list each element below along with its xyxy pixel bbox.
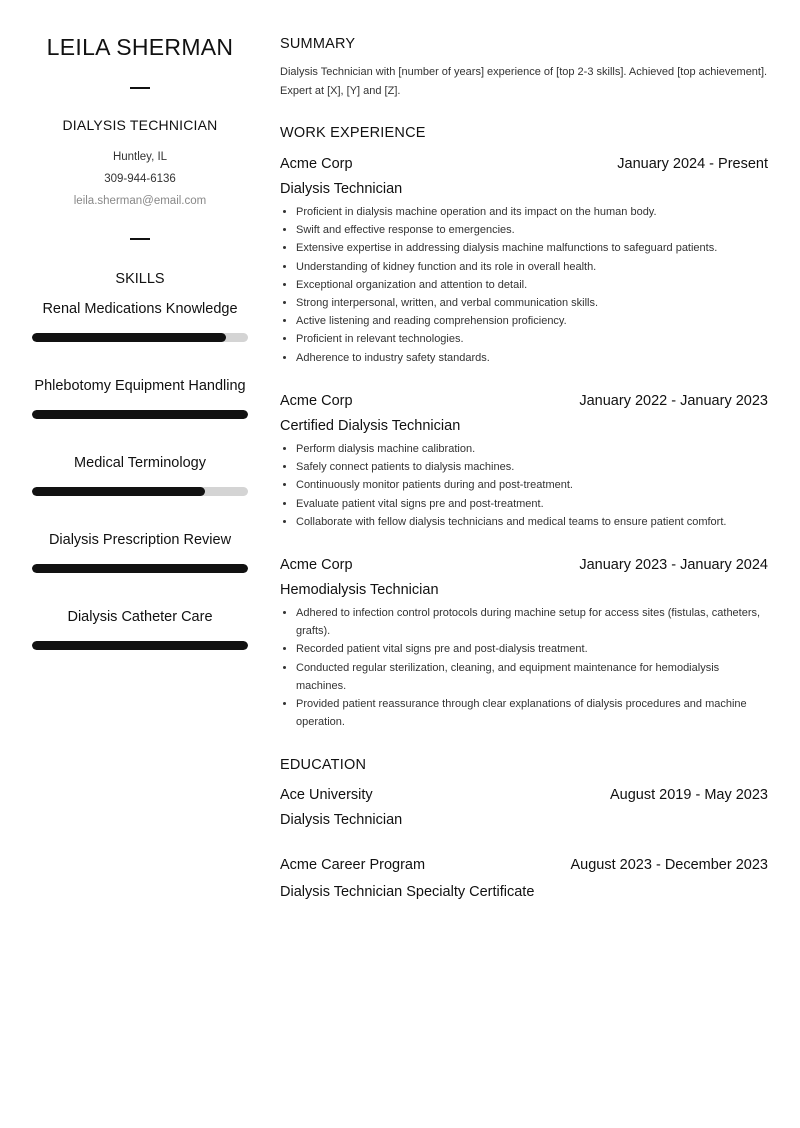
education-heading: EDUCATION [280,757,367,773]
job-header [280,557,768,577]
list-item: • Understanding of kidney function and its role in overall health. [296,258,768,276]
job-bullets [296,440,768,531]
list-item: • Evaluate patient vital signs pre and post-treatment. [296,495,768,513]
education-school: Acme Career Program [280,857,426,873]
skill-bar [32,641,248,650]
job-bullets [296,203,768,367]
job-role: Certified Dialysis Technician [280,418,461,434]
candidate-name: LEILA SHERMAN [46,34,234,60]
list-item: • Provided patient reassurance through clear explanations of dialysis procedures and machine operation. [296,695,768,731]
job-title: DIALYSIS TECHNICIAN [62,117,218,133]
job-dates: January 2024 - Present [617,156,768,172]
list-item: • Proficient in dialysis machine operation and its impact on the human body. [296,203,768,221]
job-role: Hemodialysis Technician [280,582,439,598]
skill-bar-fill [32,564,248,573]
skill-name: Medical Terminology [74,455,206,471]
job-company: Acme Corp [280,393,353,409]
skill-name: Renal Medications Knowledge [42,301,238,317]
summary-text: Dialysis Technician with [number of years] experience of [top 2-3 skills]. Achieved [top achievement]. Expert at [X], [Y] and [Z]. [280,66,768,97]
list-item: • Adhered to infection control protocols during machine setup for access sites (fistulas, catheters, grafts). [296,604,768,640]
list-item: • Proficient in relevant technologies. [296,330,768,348]
list-item: • Extensive expertise in addressing dialysis machine malfunctions to safeguard patients. [296,239,768,257]
job-role: Dialysis Technician [280,181,403,197]
experience-heading: WORK EXPERIENCE [280,125,426,141]
skill-bar [32,487,248,496]
list-item: • Conducted regular sterilization, cleaning, and equipment maintenance for hemodialysis machines. [296,659,768,695]
job-header [280,156,768,176]
list-item: • Recorded patient vital signs pre and post-dialysis treatment. [296,640,768,658]
summary-heading: SUMMARY [280,36,356,52]
skill-bar [32,333,248,342]
skill-name: Phlebotomy Equipment Handling [34,378,246,394]
list-item: • Safely connect patients to dialysis machines. [296,458,768,476]
skill-bar-fill [32,641,248,650]
list-item: • Active listening and reading comprehension proficiency. [296,312,768,330]
skill-name: Dialysis Catheter Care [67,609,213,625]
education-dates: August 2023 - December 2023 [570,857,768,873]
job-dates: January 2023 - January 2024 [579,557,768,573]
skill-name: Dialysis Prescription Review [48,532,232,548]
education-dates: August 2019 - May 2023 [610,787,768,803]
job-dates: January 2022 - January 2023 [579,393,768,409]
list-item: • Collaborate with fellow dialysis technicians and medical teams to ensure patient comfort. [296,513,768,531]
education-degree: Dialysis Technician [280,812,403,828]
skill-bar [32,564,248,573]
list-item: • Continuously monitor patients during and post-treatment. [296,476,768,494]
list-item: • Swift and effective response to emergencies. [296,221,768,239]
education-header [280,787,768,807]
list-item: • Adherence to industry safety standards. [296,349,768,367]
job-company: Acme Corp [280,557,353,573]
contact-divider [130,238,150,240]
skill-bar [32,410,248,419]
job-header [280,393,768,413]
job-company: Acme Corp [280,156,353,172]
skills-heading: SKILLS [115,271,165,287]
skill-bar-fill [32,333,226,342]
name-divider [130,87,150,89]
location: Huntley, IL [112,151,168,163]
email-link[interactable]: leila.sherman@email.com [73,195,207,207]
phone: 309-944-6136 [104,173,176,185]
skill-bar-fill [32,410,248,419]
skill-bar-fill [32,487,205,496]
list-item: • Strong interpersonal, written, and verbal communication skills. [296,294,768,312]
list-item: • Exceptional organization and attention to detail. [296,276,768,294]
education-header [280,857,768,877]
education-degree: Dialysis Technician Specialty Certificate [280,884,535,900]
education-school: Ace University [280,787,373,803]
list-item: • Perform dialysis machine calibration. [296,440,768,458]
job-bullets [296,604,768,731]
